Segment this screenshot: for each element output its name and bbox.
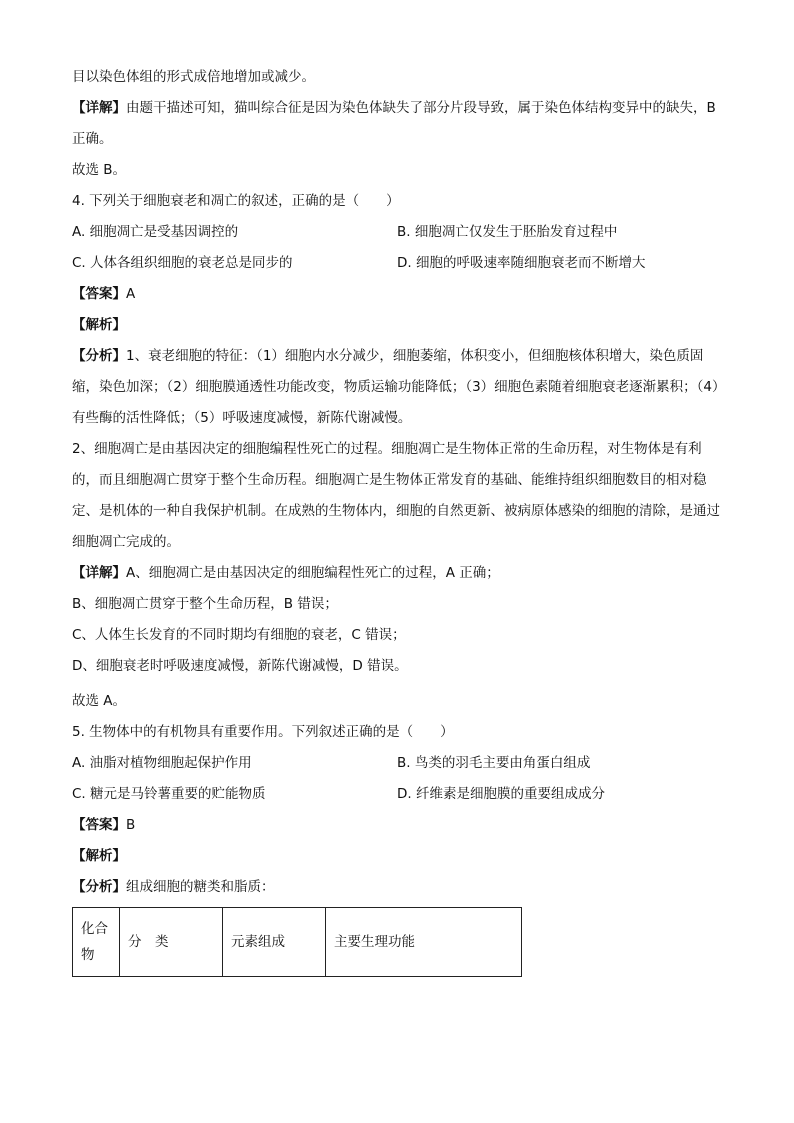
- q4-detail-b: B、细胞凋亡贯穿于整个生命历程，B 错误；: [72, 596, 338, 612]
- detail-tag: 【详解】: [72, 565, 126, 581]
- q4-answer: [72, 279, 722, 310]
- continuation-text: 目以染色体组的形式成倍地增加或减少。: [72, 69, 315, 85]
- q5-analysis-intro: 【分析】组成细胞的糖类和脂质：: [72, 879, 275, 895]
- q4-option-b: B. 细胞凋亡仅发生于胚胎发育过程中: [397, 224, 618, 240]
- answer-value: B: [126, 817, 136, 833]
- q4-option-d: D. 细胞的呼吸速率随细胞衰老而不断增大: [397, 255, 646, 271]
- q5-answer: [72, 810, 722, 841]
- table-header-cell: 化合物: [73, 908, 120, 977]
- q5-option-d: D. 纤维素是细胞膜的重要组成成分: [397, 786, 605, 802]
- detail-tag: 【详解】: [72, 100, 126, 116]
- q5-options-row-1: [72, 748, 722, 779]
- q4-options-row-2: [72, 248, 722, 279]
- table-header-cell: 主要生理功能: [326, 908, 522, 977]
- q4-detail-c: C、人体生长发育的不同时期均有细胞的衰老，C 错误；: [72, 627, 406, 643]
- q4-detail-a: 【详解】A、细胞凋亡是由基因决定的细胞编程性死亡的过程，A 正确；: [72, 565, 500, 581]
- answer-value: A: [126, 286, 136, 302]
- q5-option-a: A. 油脂对植物细胞起保护作用: [72, 755, 252, 771]
- table-header-cell: 分 类: [120, 908, 223, 977]
- prev-detail: [72, 93, 722, 155]
- q4-option-a: A. 细胞凋亡是受基因调控的: [72, 224, 239, 240]
- answer-tag: 【答案】: [72, 286, 126, 302]
- prev-choice: 故选 B。: [72, 162, 127, 178]
- q4-stem: 4. 下列关于细胞衰老和凋亡的叙述，正确的是（ ）: [72, 193, 400, 209]
- q5-options-row-2: [72, 779, 722, 810]
- q5-option-c: C. 糖元是马铃薯重要的贮能物质: [72, 786, 266, 802]
- q5-option-b: B. 鸟类的羽毛主要由角蛋白组成: [397, 755, 591, 771]
- q5-stem: 5. 生物体中的有机物具有重要作用。下列叙述正确的是（ ）: [72, 724, 454, 740]
- q4-analysis-tag: 【解析】: [72, 317, 126, 333]
- q4-detail-d: D、细胞衰老时呼吸速度减慢，新陈代谢减慢，D 错误。: [72, 658, 408, 674]
- table-header-row: [73, 908, 522, 977]
- analysis-text: 1、衰老细胞的特征：（1）细胞内水分减少，细胞萎缩，体积变小，但细胞核体积增大，染色质固缩，染色加深；（2）细胞膜通透性功能改变，物质运输功能降低；（3）细胞色素随着细胞衰老逐渐累积；（4）有些酶的活性降低；（5）呼吸速度减慢，新陈代谢减慢。: [72, 348, 719, 426]
- q4-choice: 故选 A。: [72, 693, 127, 709]
- sugar-lipid-table: [72, 907, 522, 977]
- q4-option-c: C. 人体各组织细胞的衰老总是同步的: [72, 255, 293, 271]
- q4-analysis-p1: [72, 341, 722, 434]
- answer-tag: 【答案】: [72, 817, 126, 833]
- document-page: [72, 62, 722, 977]
- analysis-tag: 【分析】: [72, 879, 126, 895]
- analysis-tag: 【分析】: [72, 348, 126, 364]
- q5-analysis-tag: 【解析】: [72, 848, 126, 864]
- q4-options-row-1: [72, 217, 722, 248]
- q4-analysis-p2: 2、细胞凋亡是由基因决定的细胞编程性死亡的过程。细胞凋亡是生物体正常的生命历程，对生物体是有利的，而且细胞凋亡贯穿于整个生命历程。细胞凋亡是生物体正常发育的基础、能维持组织细胞数目的相对稳定、是机体的一种自我保护机制。在成熟的生物体内，细胞的自然更新、被病原体感染的细胞的清除，是通过细胞凋亡完成的。: [72, 441, 720, 550]
- table-header-cell: 元素组成: [223, 908, 326, 977]
- detail-text: 由题干描述可知，猫叫综合征是因为染色体缺失了部分片段导致，属于染色体结构变异中的缺失，B 正确。: [72, 100, 716, 147]
